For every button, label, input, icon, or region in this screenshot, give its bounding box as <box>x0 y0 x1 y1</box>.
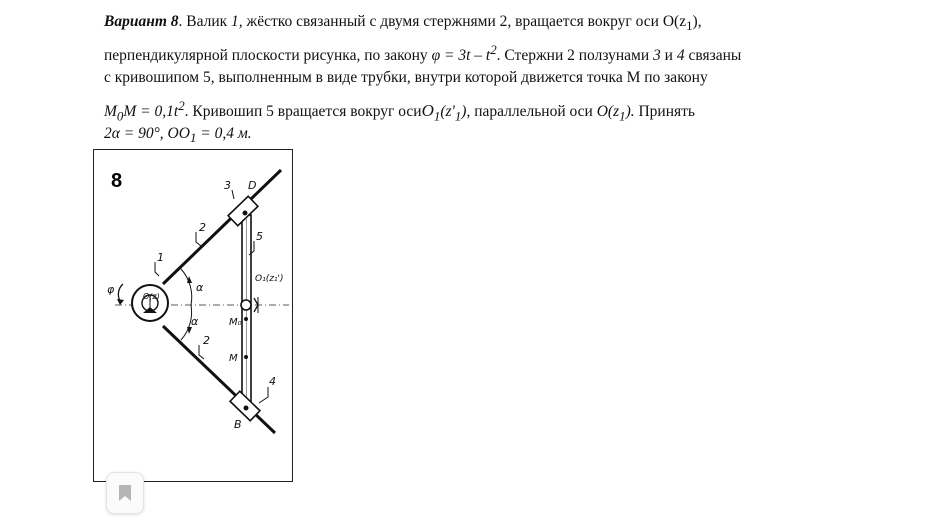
label-2-upper: 2 <box>199 221 206 234</box>
label-m0: M₀ <box>229 317 242 328</box>
point-m0 <box>244 317 248 321</box>
motion-law: M = 0,1t <box>123 103 179 121</box>
task-line-1: Вариант 8. Валик 1, жёстко связанный с двумя стержнями 2, вращается вокруг оси $O(z_1)$, <box>104 13 702 34</box>
figure-number: 8 <box>111 170 123 192</box>
label-o: O(z) <box>143 292 160 301</box>
bookmark-button[interactable] <box>106 472 144 514</box>
label-5: 5 <box>256 230 263 243</box>
point-b <box>244 406 249 411</box>
label-m: M <box>229 353 238 364</box>
label-alpha-upper: α <box>196 281 204 294</box>
label-3: 3 <box>224 179 231 192</box>
bookmark-icon <box>118 484 132 502</box>
rotation-law: φ = 3t – t <box>431 47 491 65</box>
label-o1: O₁(z₁') <box>255 274 284 284</box>
task-line-5: 2α = 90°, $OO_1 = 0,4$ м. <box>104 125 252 146</box>
point-m <box>244 355 248 359</box>
label-b: B <box>234 418 242 431</box>
task-line-4: $M_0M = 0,1t^2$. Кривошип 5 вращается вокруг $осиO_1(z'_1)$, параллельной оси $O(z_1)$. Принять <box>104 98 695 124</box>
task-line-3: с кривошипом 5, выполненным в виде трубки, внутри которой движется точка М по закону <box>104 69 708 86</box>
task-line-2: перпендикулярной плоскости рисунка, по закону $\varphi = 3t - t^2$. Стержни 2 ползунами 3 и 4 связаны <box>104 42 742 65</box>
variant-title: Вариант 8 <box>104 13 179 30</box>
label-phi: φ <box>107 283 115 296</box>
label-2-lower: 2 <box>203 334 210 347</box>
task-text <box>104 8 924 148</box>
mechanism-figure <box>93 149 293 482</box>
label-d: D <box>248 179 257 192</box>
label-1: 1 <box>157 251 164 264</box>
label-4: 4 <box>269 375 276 388</box>
point-d <box>243 211 248 216</box>
pivot-o1 <box>241 300 251 310</box>
label-alpha-lower: α <box>191 315 199 328</box>
